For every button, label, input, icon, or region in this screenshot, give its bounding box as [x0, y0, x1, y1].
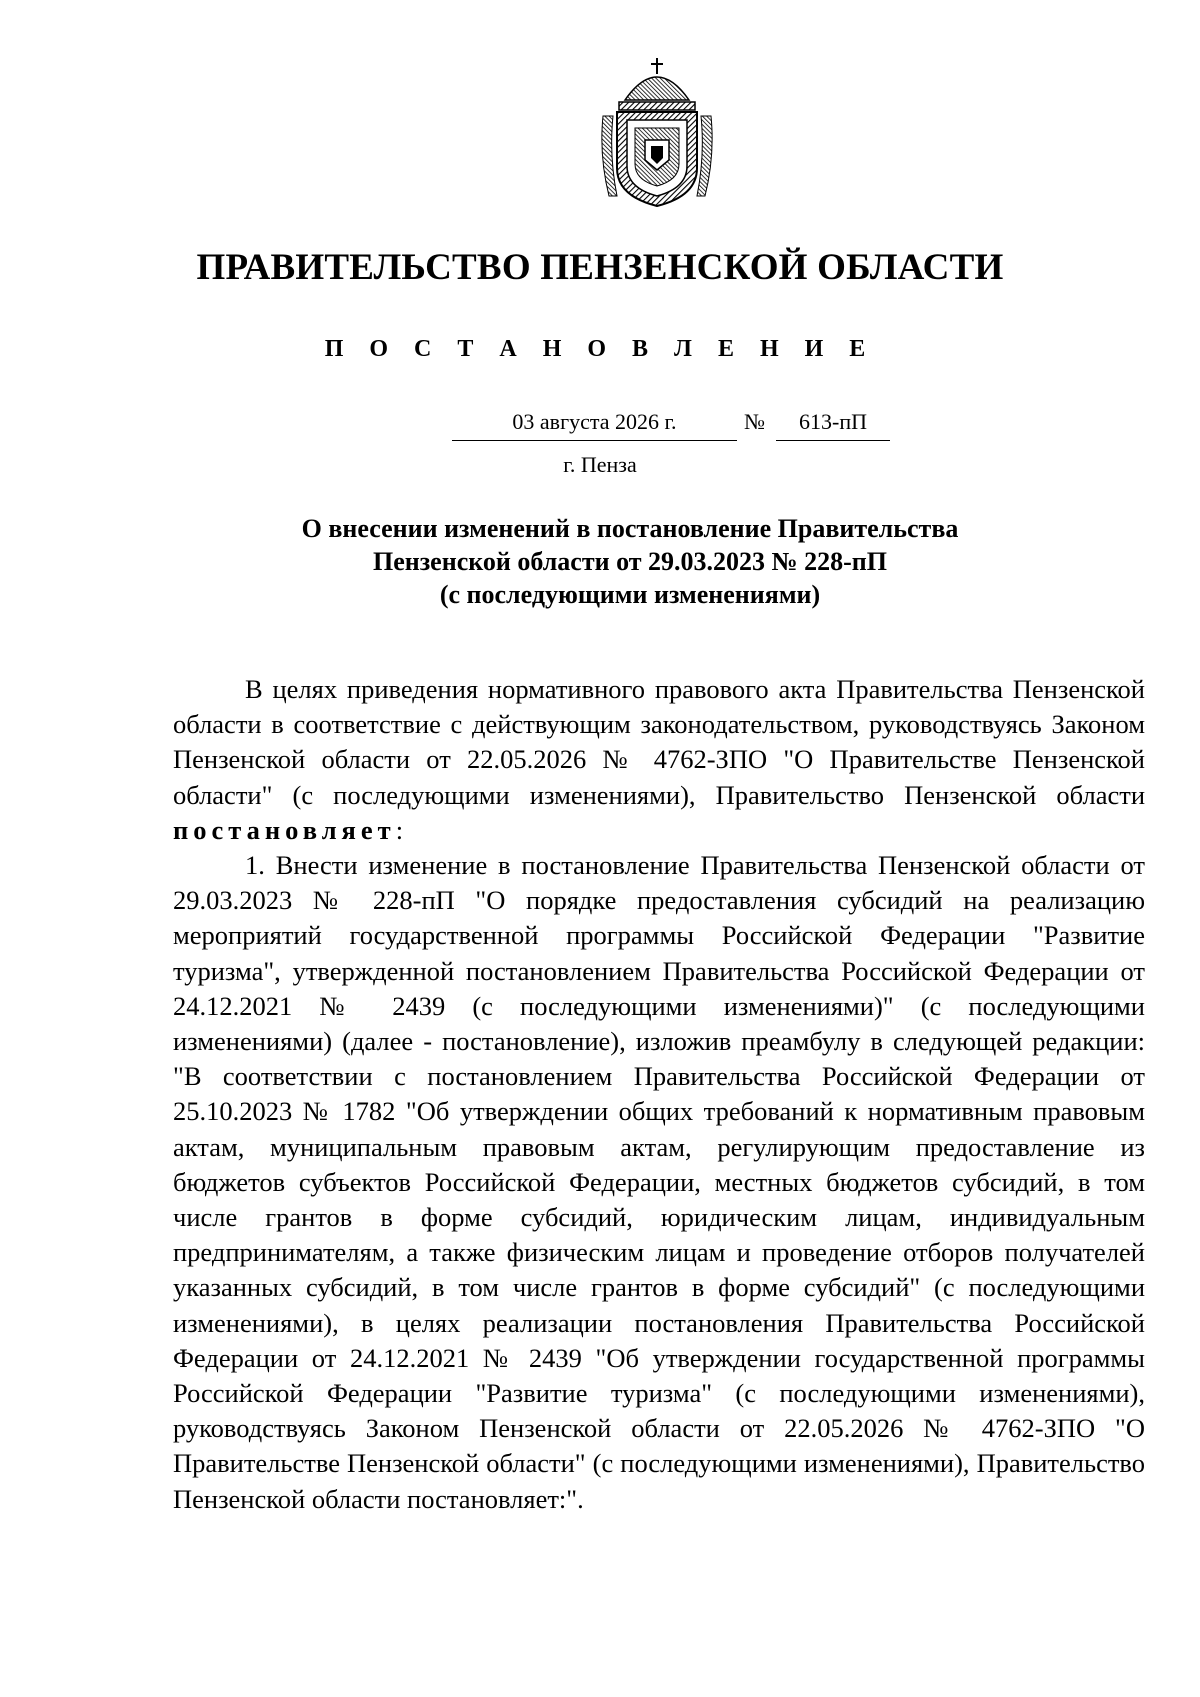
document-number: 613-пП — [776, 408, 890, 441]
coat-of-arms-emblem — [595, 56, 719, 208]
resolves-emphasis: постановляет — [173, 814, 396, 845]
document-body — [173, 672, 1145, 1517]
subject-line-1: О внесении изменений в постановление Правительства — [301, 514, 959, 543]
clause-1-paragraph: 1. Внести изменение в постановление Правительства Пензенской области от 29.03.2023 № 228-пП "О порядке предоставления субсидий на реализацию мероприятий государственной программы Российской Федерации "Развитие туризма", утвержденной постановлением Правительства Российской Федерации от 24.12.2021 № 2439 (с последующими изменениями)" (с последующими изменениями) (далее - постановление), изложив преамбулу в следующей редакции: "В соответствии с постановлением Правительства Российской Федерации от 25.10.2023 № 1782 "Об утверждении общих требований к нормативным правовым актам, муниципальным правовым актам, регулирующим предоставление из бюджетов субъектов Российской Федерации, местных бюджетов субсидий, в том числе грантов в форме субсидий, юридическим лицам, индивидуальным предпринимателям, а также физическим лицам и проведение отборов получателей указанных субсидий, в том числе грантов в форме субсидий" (с последующими изменениями), в целях реализации постановления Правительства Российской Федерации от 24.12.2021 № 2439 "Об утверждении государственной программы Российской Федерации "Развитие туризма" (с последующими изменениями), руководствуясь Законом Пензенской области от 22.05.2026 № 4762-ЗПО "О Правительстве Пензенской области" (с последующими изменениями), Правительство Пензенской области постановляет:". — [173, 850, 1145, 1514]
issuing-authority-title: ПРАВИТЕЛЬСТВО ПЕНЗЕНСКОЙ ОБЛАСТИ — [196, 247, 1004, 288]
issue-city: г. Пенза — [563, 452, 637, 477]
subject-line-2: Пензенской области от 29.03.2023 № 228-пП — [372, 547, 888, 576]
document-date: 03 августа 2026 г. — [452, 408, 737, 441]
document-subject — [250, 512, 1010, 611]
number-sign: № — [744, 409, 765, 434]
document-type-heading: П О С Т А Н О В Л Е Н И Е — [324, 336, 876, 362]
preamble-colon: : — [395, 814, 404, 845]
preamble-paragraph — [173, 672, 1145, 848]
subject-line-3: (с последующими изменениями) — [439, 580, 821, 609]
preamble-text: В целях приведения нормативного правового акта Правительства Пензенской области в соответствие с действующим законодательством, руководствуясь Законом Пензенской области от 22.05.2026 № 4762-ЗПО "О Правительстве Пензенской области" (с последующими изменениями), Правительство Пензенской области — [173, 674, 1145, 810]
